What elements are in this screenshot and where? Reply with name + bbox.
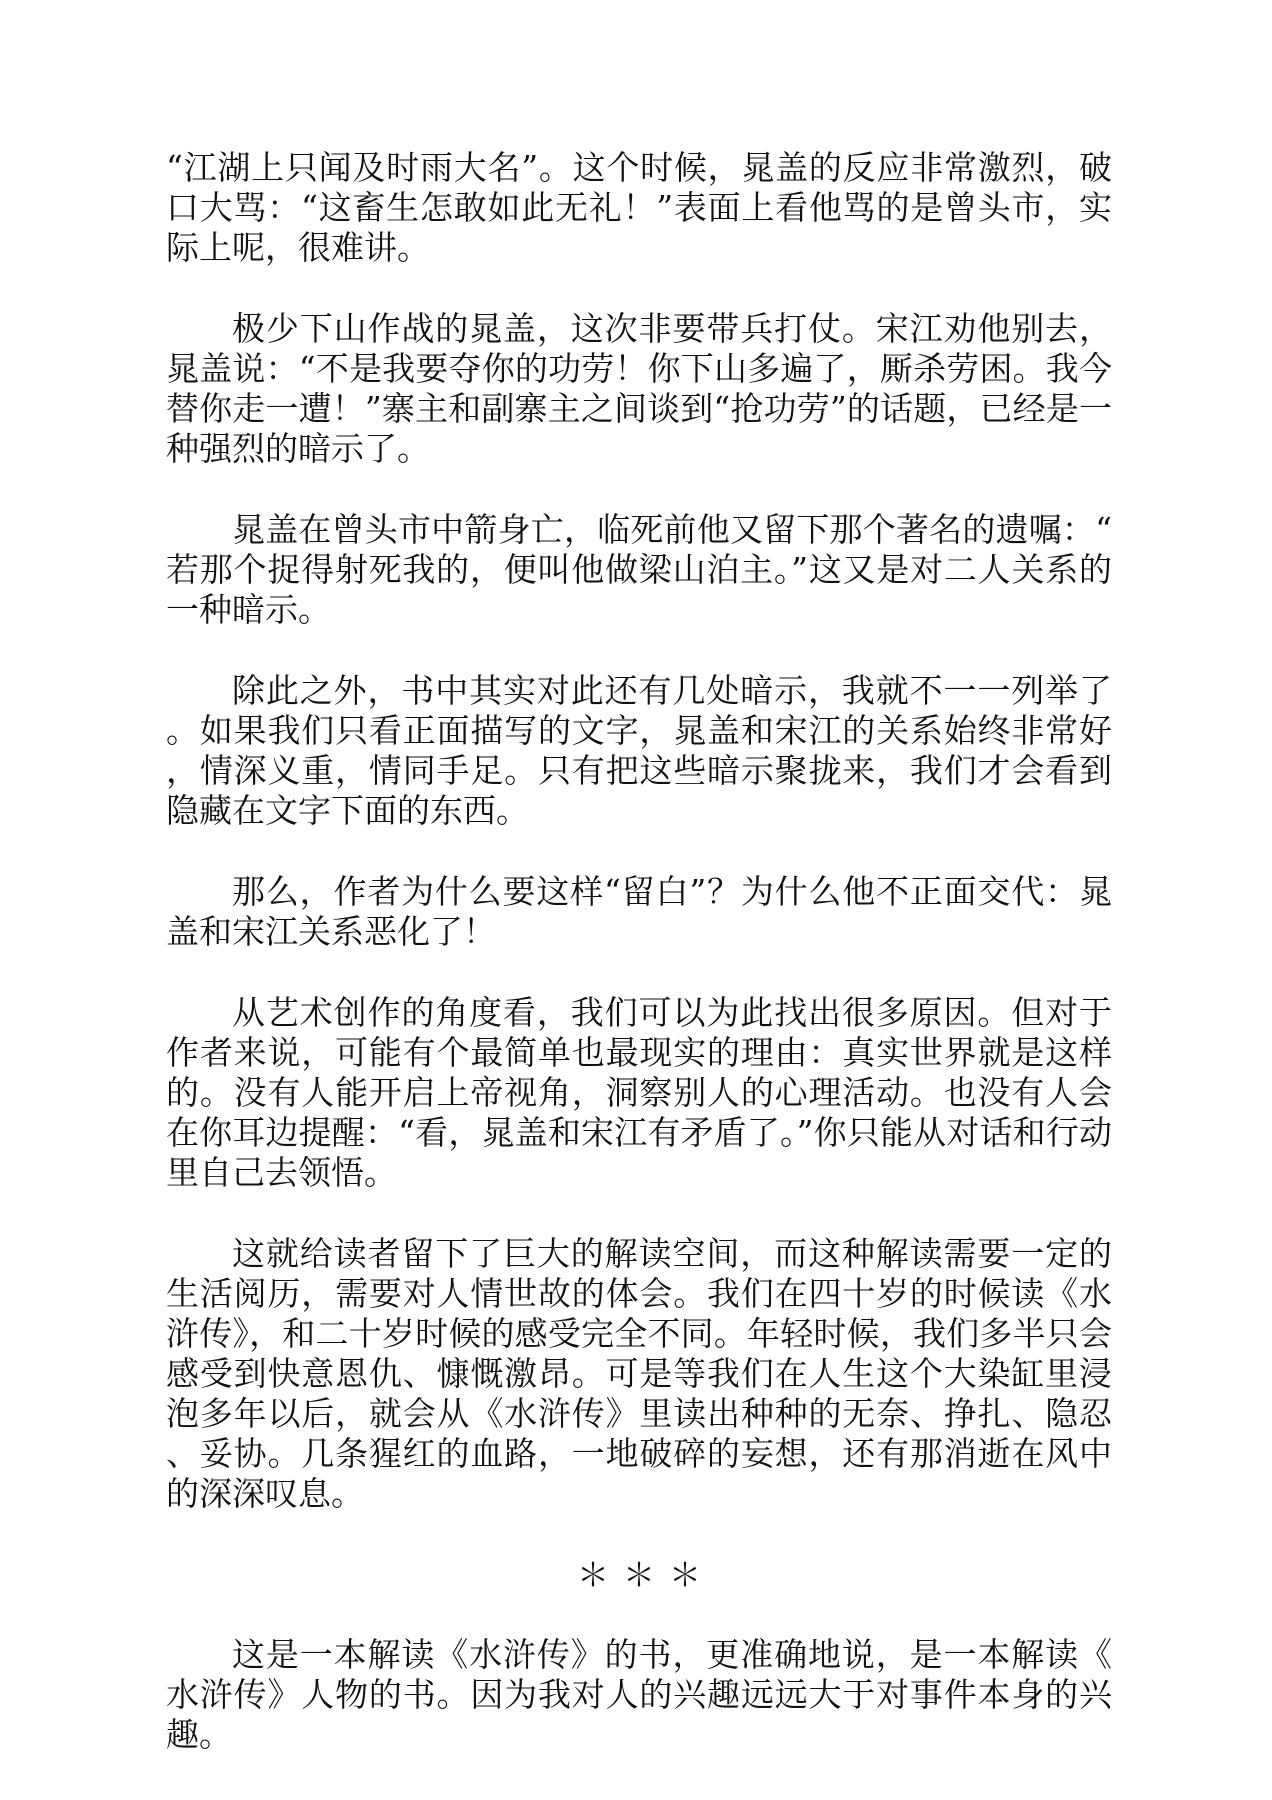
document-page: [166, 148, 1112, 1796]
paragraph: 晁盖在曾头市中箭身亡，临死前他又留下那个著名的遗嘱：“若那个捉得射死我的，便叫他做梁山泊主。”这又是对二人关系的一种暗示。: [166, 510, 1112, 629]
paragraph: 这就给读者留下了巨大的解读空间，而这种解读需要一定的生活阅历，需要对人情世故的体会。我们在四十岁的时候读《水浒传》，和二十岁时候的感受完全不同。年轻时候，我们多半只会感受到快意恩仇、慷慨激昂。可是等我们在人生这个大染缸里浸泡多年以后，就会从《水浒传》里读出种种的无奈、挣扎、隐忍、妥协。几条猩红的血路，一地破碎的妄想，还有那消逝在风中的深深叹息。: [166, 1234, 1112, 1513]
paragraph: 除此之外，书中其实对此还有几处暗示，我就不一一列举了。如果我们只看正面描写的文字，晁盖和宋江的关系始终非常好，情深义重，情同手足。只有把这些暗示聚拢来，我们才会看到隐藏在文字下面的东西。: [166, 671, 1112, 830]
paragraph-closing: 这是一本解读《水浒传》的书，更准确地说，是一本解读《水浒传》人物的书。因为我对人的兴趣远远大于对事件本身的兴趣。: [166, 1635, 1112, 1754]
paragraph: 从艺术创作的角度看，我们可以为此找出很多原因。但对于作者来说，可能有个最简单也最现实的理由：真实世界就是这样的。没有人能开启上帝视角，洞察别人的心理活动。也没有人会在你耳边提醒：“看，晁盖和宋江有矛盾了。”你只能从对话和行动里自己去领悟。: [166, 993, 1112, 1192]
section-separator: ＊＊＊: [576, 1556, 715, 1594]
paragraph-continuation: “江湖上只闻及时雨大名”。这个时候，晁盖的反应非常激烈，破口大骂：“这畜生怎敢如此无礼！”表面上看他骂的是曾头市，实际上呢，很难讲。: [166, 148, 1112, 267]
paragraph: 那么，作者为什么要这样“留白”？为什么他不正面交代：晁盖和宋江关系恶化了！: [166, 872, 1112, 951]
paragraph: 极少下山作战的晁盖，这次非要带兵打仗。宋江劝他别去，晁盖说：“不是我要夺你的功劳！你下山多遍了，厮杀劳困。我今替你走一遭！”寨主和副寨主之间谈到“抢功劳”的话题，已经是一种强烈的暗示了。: [166, 309, 1112, 468]
